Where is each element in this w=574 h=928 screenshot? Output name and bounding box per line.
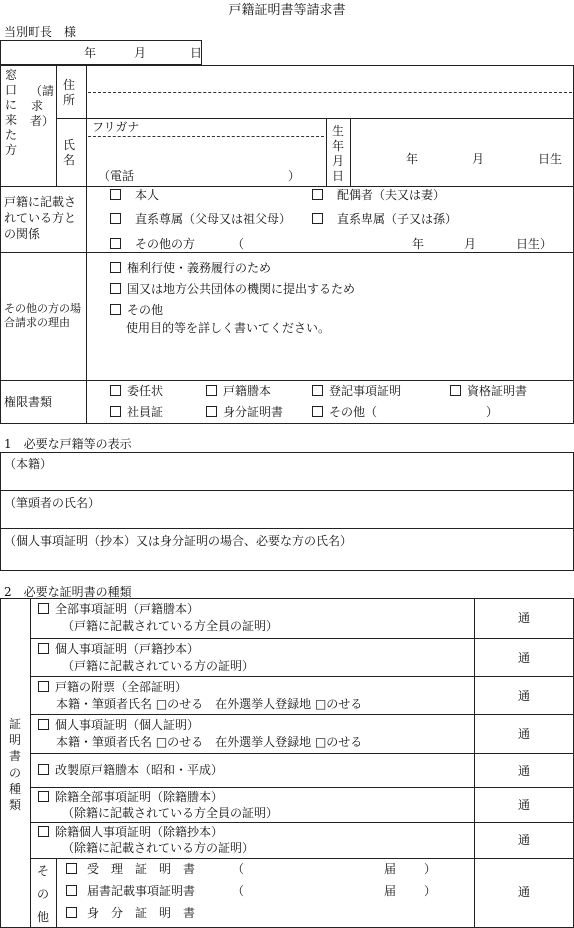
furigana-label: フリガナ <box>92 120 140 134</box>
other-todokesho[interactable]: 届書記載事項証明書 <box>66 885 195 897</box>
checkbox[interactable] <box>110 262 121 273</box>
birth-month: 月 <box>472 152 485 166</box>
address-label: 住所 <box>62 78 75 107</box>
authority-other-close: ） <box>486 405 499 419</box>
date-field[interactable] <box>0 40 202 65</box>
section2-heading: 2 必要な証明書の種類 <box>4 585 132 599</box>
item-fuhyo-unit: 通 <box>518 689 531 703</box>
other-todokesho-paren-open: （ <box>232 884 245 898</box>
item-full-record[interactable]: 全部事項証明（戸籍謄本） <box>38 603 199 615</box>
relation-label: 戸籍に記載されている方との関係 <box>4 195 77 242</box>
checkbox[interactable] <box>206 385 217 396</box>
form-title: 戸籍証明書等請求書 <box>228 3 346 18</box>
checkbox[interactable] <box>312 406 323 417</box>
relation-descendant[interactable]: 直系卑属（子又は孫） <box>312 213 457 225</box>
other-juri-paren-close: ） <box>424 862 437 876</box>
birthdate-label: 生年月日 <box>331 124 344 183</box>
relation-other-day: 日生） <box>516 237 553 251</box>
item-full-record-note: （戸籍に記載されている方全員の証明） <box>62 619 279 633</box>
phone-close: ） <box>288 169 301 183</box>
other-todokesho-todoke: 届 <box>384 884 397 898</box>
item-joseki-full-unit: 通 <box>518 798 531 812</box>
requester-sub-label: （請求者） <box>30 84 55 128</box>
checkbox[interactable] <box>38 643 49 654</box>
checkbox[interactable] <box>312 385 323 396</box>
item-joseki-full[interactable]: 除籍全部事項証明（除籍謄本） <box>38 791 223 803</box>
checkbox[interactable] <box>110 238 121 249</box>
date-month: 月 <box>134 46 147 60</box>
checkbox[interactable] <box>110 304 121 315</box>
furigana-line[interactable] <box>88 136 324 137</box>
reason-option-2[interactable]: 国又は地方公共団体の機関に提出するため <box>110 283 355 295</box>
item-joseki-individual-unit: 通 <box>518 833 531 847</box>
reason-note: 使用目的等を詳しく書いてください。 <box>126 321 331 335</box>
checkbox[interactable] <box>110 283 121 294</box>
authority-label: 権限書類 <box>4 395 53 409</box>
date-day: 日 <box>190 46 203 60</box>
relation-spouse[interactable]: 配偶者（夫又は妻） <box>312 189 445 201</box>
item-kaiseigen-unit: 通 <box>518 764 531 778</box>
hittousha-label: （筆頭者の氏名） <box>4 496 101 510</box>
individual-label: （個人事項証明（抄本）又は身分証明の場合、必要な方の氏名） <box>4 534 353 548</box>
checkbox[interactable] <box>110 189 121 200</box>
item-individual-record-unit: 通 <box>518 651 531 665</box>
other-juri-todoke: 届 <box>384 862 397 876</box>
checkbox[interactable] <box>110 385 121 396</box>
authority-employee-id[interactable]: 社員証 <box>110 406 163 418</box>
authority-other[interactable]: その他（ <box>312 406 377 418</box>
checkbox[interactable] <box>312 189 323 200</box>
checkbox[interactable] <box>110 213 121 224</box>
authority-registry[interactable]: 登記事項証明 <box>312 385 401 397</box>
reason-option-1[interactable]: 権利行使・義務履行のため <box>110 262 271 274</box>
relation-ascendant[interactable]: 直系尊属（父母又は祖父母） <box>110 213 291 225</box>
item-individual-record-note: （戸籍に記載されている方の証明） <box>62 659 255 673</box>
requester-label: 窓口に来た方 <box>4 68 17 157</box>
item-fuhyo[interactable]: 戸籍の附票（全部証明） <box>38 681 187 693</box>
authority-id-card[interactable]: 身分証明書 <box>206 406 283 418</box>
phone-label: （電話 <box>98 169 135 183</box>
checkbox[interactable] <box>38 826 49 837</box>
item-joseki-full-note: （除籍に記載されている方全員の証明） <box>62 806 279 820</box>
checkbox[interactable] <box>450 385 461 396</box>
item-joseki-individual[interactable]: 除籍個人事項証明（除籍抄本） <box>38 826 223 838</box>
item-joseki-individual-note: （除籍に記載されている方の証明） <box>62 841 255 855</box>
checkbox[interactable] <box>66 885 77 896</box>
item-individual-record[interactable]: 個人事項証明（戸籍抄本） <box>38 643 199 655</box>
certificate-type-label: 証明書の種類 <box>8 717 21 812</box>
checkbox[interactable] <box>38 603 49 614</box>
checkbox[interactable] <box>38 764 49 775</box>
authority-proxy[interactable]: 委任状 <box>110 385 163 397</box>
reason-label: その他の方の場合請求の理由 <box>4 302 81 330</box>
relation-other[interactable]: その他の方 <box>110 238 195 250</box>
birth-year: 年 <box>406 152 419 166</box>
addressee: 当別町長 様 <box>4 25 77 39</box>
honseki-label: （本籍） <box>4 457 53 471</box>
checkbox[interactable] <box>312 213 323 224</box>
item-personal-cert-note: 本籍・筆頭者氏名 □のせる 在外選挙人登録地 □のせる <box>56 735 363 749</box>
authority-qualification[interactable]: 資格証明書 <box>450 385 527 397</box>
item-full-record-unit: 通 <box>518 611 531 625</box>
section1-heading: 1 必要な戸籍等の表示 <box>4 437 132 451</box>
checkbox[interactable] <box>206 406 217 417</box>
item-personal-cert-unit: 通 <box>518 727 531 741</box>
birth-day: 日生 <box>538 152 563 166</box>
reason-option-3[interactable]: その他 <box>110 304 163 316</box>
name-label: 氏名 <box>62 138 75 167</box>
checkbox[interactable] <box>38 791 49 802</box>
other-juri-paren-open: （ <box>232 862 245 876</box>
item-kaiseigen[interactable]: 改製原戸籍謄本（昭和・平成） <box>38 764 223 776</box>
checkbox[interactable] <box>38 681 49 692</box>
other-label: その他 <box>36 864 49 924</box>
other-mibun[interactable]: 身 分 証 明 書 <box>66 907 195 919</box>
checkbox[interactable] <box>66 907 77 918</box>
other-unit: 通 <box>518 885 531 899</box>
koseki-display-table <box>0 452 574 571</box>
other-todokesho-paren-close: ） <box>424 884 437 898</box>
relation-other-year: 年 <box>412 237 425 251</box>
checkbox[interactable] <box>110 406 121 417</box>
relation-other-month: 月 <box>464 237 477 251</box>
date-year: 年 <box>84 46 97 60</box>
item-fuhyo-note: 本籍・筆頭者氏名 □のせる 在外選挙人登録地 □のせる <box>56 697 363 711</box>
item-personal-cert[interactable]: 個人事項証明（個人証明） <box>38 719 199 731</box>
relation-other-paren: （ <box>232 237 245 251</box>
relation-self[interactable]: 本人 <box>110 189 159 201</box>
address-line[interactable] <box>88 92 572 93</box>
checkbox[interactable] <box>66 863 77 874</box>
authority-koseki[interactable]: 戸籍謄本 <box>206 385 271 397</box>
checkbox[interactable] <box>38 719 49 730</box>
other-juri[interactable]: 受 理 証 明 書 <box>66 863 195 875</box>
